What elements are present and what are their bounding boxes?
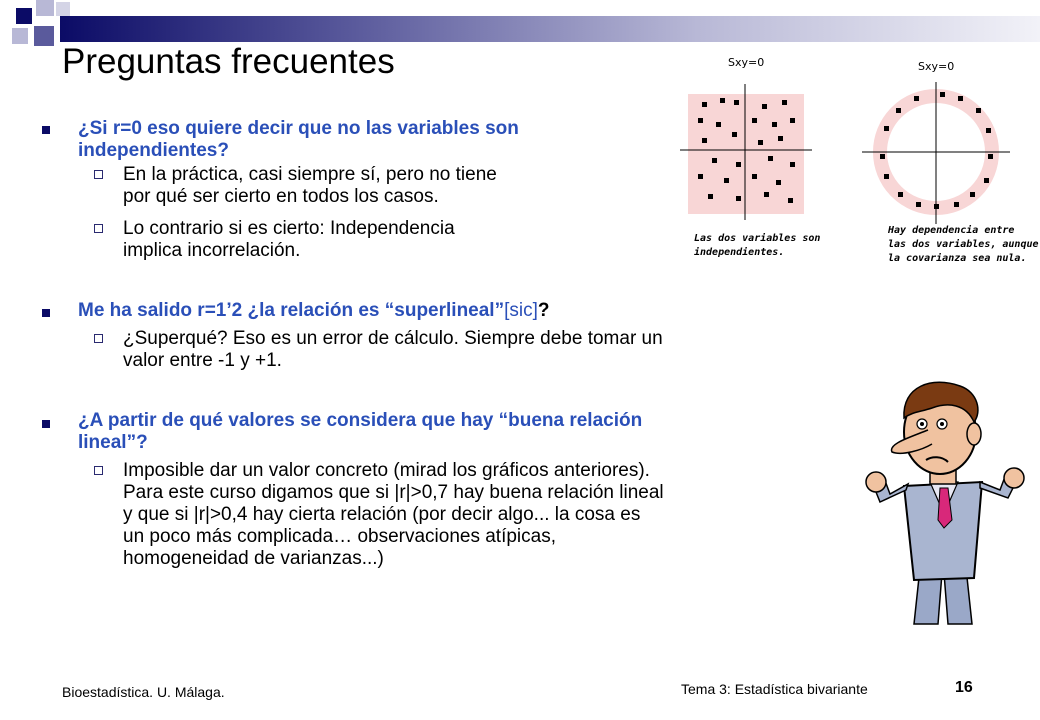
answer-line: por qué ser cierto en todos los casos. xyxy=(123,186,439,207)
figure-label: Sxy=0 xyxy=(728,56,765,69)
deco-square xyxy=(56,2,70,16)
question-3-text xyxy=(78,410,642,454)
caption-line: las dos variables, aunque xyxy=(888,239,1039,250)
caption-line: la covarianza sea nula. xyxy=(888,253,1027,264)
caption-line: Las dos variables son xyxy=(694,233,821,244)
answer-line: implica incorrelación. xyxy=(123,240,301,261)
deco-square xyxy=(12,28,28,44)
answer-line: un poco más complicada… observaciones atípicas, xyxy=(123,526,557,547)
page-number: 16 xyxy=(955,679,973,696)
answer-line: y que si |r|>0,4 hay cierta relación (por decir algo... la cosa es xyxy=(123,504,641,525)
hollow-square-bullet-icon xyxy=(94,466,103,475)
deco-square xyxy=(34,26,54,46)
independent-scatter-figure xyxy=(672,56,842,271)
figure-caption xyxy=(888,224,1039,266)
page-title: Preguntas frecuentes xyxy=(62,42,395,81)
bullet-square-icon xyxy=(42,126,50,134)
hollow-square-bullet-icon xyxy=(94,170,103,179)
question-text: Me ha salido r=1’2 ¿la relación es “superlineal” xyxy=(78,300,505,321)
footer-institution: Bioestadística. U. Málaga. xyxy=(62,684,225,700)
hollow-square-bullet-icon xyxy=(94,224,103,233)
dependent-circle-figure xyxy=(852,56,1040,271)
question-line: independientes? xyxy=(78,140,229,161)
deco-square xyxy=(36,0,54,16)
question-line: lineal”? xyxy=(78,432,148,453)
figure-label: Sxy=0 xyxy=(918,60,955,73)
answer-line: Lo contrario si es cierto: Independencia xyxy=(123,218,455,239)
footer-topic: Tema 3: Estadística bivariante xyxy=(681,681,868,697)
question-2-text xyxy=(78,300,549,322)
deco-square xyxy=(16,8,32,24)
answer-line: ¿Superqué? Eso es un error de cálculo. Siempre debe tomar un xyxy=(123,328,663,349)
caption-line: Hay dependencia entre xyxy=(888,225,1015,236)
question-1-text xyxy=(78,118,519,162)
question-line: ¿A partir de qué valores se considera que hay “buena relación xyxy=(78,410,643,431)
caption-line: independientes. xyxy=(694,247,785,258)
answer-1a xyxy=(123,164,497,208)
question-line: ¿Si r=0 eso quiere decir que no las variables son xyxy=(78,118,519,139)
answer-line: En la práctica, casi siempre sí, pero no tiene xyxy=(123,164,497,185)
answer-1b xyxy=(123,218,455,262)
hollow-square-bullet-icon xyxy=(94,334,103,343)
scatter-plot-independent xyxy=(672,70,842,230)
circle-plot-dependent xyxy=(856,74,1016,234)
answer-2a xyxy=(123,328,663,372)
bullet-square-icon xyxy=(42,420,50,428)
bullet-square-icon xyxy=(42,309,50,317)
confused-man-icon xyxy=(862,378,1040,628)
answer-line: Imposible dar un valor concreto (mirad los gráficos anteriores). xyxy=(123,460,650,481)
question-mark: ? xyxy=(537,300,550,321)
answer-3a xyxy=(123,460,664,570)
sic-note: [sic] xyxy=(504,300,538,321)
figure-caption xyxy=(694,232,820,260)
answer-line: valor entre -1 y +1. xyxy=(123,350,282,371)
answer-line: homogeneidad de varianzas...) xyxy=(123,548,384,569)
shaded-area xyxy=(688,94,804,214)
answer-line: Para este curso digamos que si |r|>0,7 hay buena relación lineal xyxy=(123,482,664,503)
header-gradient-bar xyxy=(60,16,1040,42)
